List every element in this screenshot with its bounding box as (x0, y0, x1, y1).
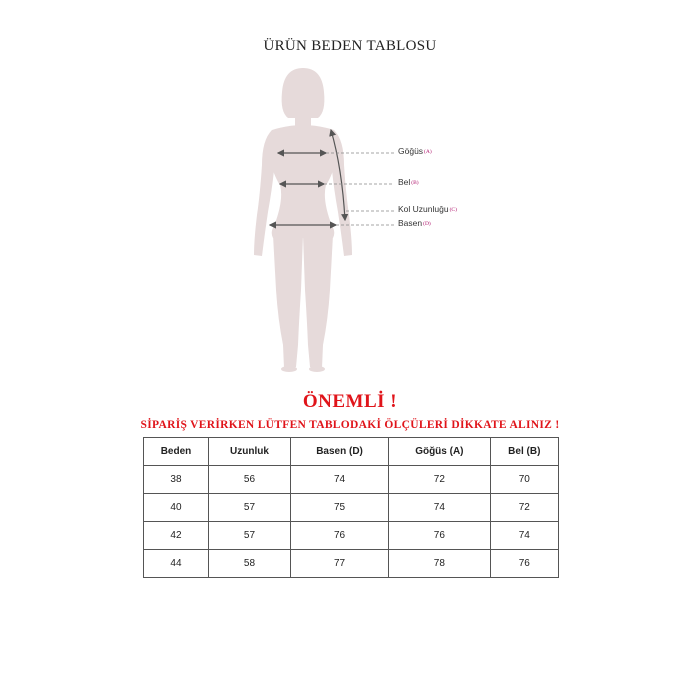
table-cell: 70 (490, 466, 558, 494)
column-header: Uzunluk (208, 438, 290, 466)
table-cell: 74 (389, 494, 490, 522)
annotation-waist (398, 177, 419, 187)
annotation-label: Kol Uzunluğu (398, 204, 449, 214)
table-cell: 42 (144, 522, 209, 550)
table-cell: 77 (291, 550, 389, 578)
table-cell: 78 (389, 550, 490, 578)
table-header-row (144, 438, 559, 466)
annotation-label: Basen (398, 218, 423, 228)
annotation-label: Bel (398, 177, 411, 187)
table-row (144, 522, 559, 550)
annotation-chest (398, 146, 432, 156)
table-cell: 76 (291, 522, 389, 550)
annotation-code: (C) (449, 207, 457, 213)
column-header: Basen (D) (291, 438, 389, 466)
table-cell: 75 (291, 494, 389, 522)
table-cell: 72 (389, 466, 490, 494)
annotation-hip (398, 218, 431, 228)
size-table (143, 437, 559, 578)
annotation-code: (D) (423, 221, 431, 227)
table-row (144, 550, 559, 578)
annotation-label: Göğüs (398, 146, 424, 156)
annotation-code: (B) (411, 180, 419, 186)
column-header: Beden (144, 438, 209, 466)
table-cell: 38 (144, 466, 209, 494)
important-heading: ÖNEMLİ ! (302, 391, 398, 412)
annotation-sleeve (398, 204, 457, 214)
table-cell: 56 (208, 466, 290, 494)
table-cell: 76 (490, 550, 558, 578)
column-header: Göğüs (A) (389, 438, 490, 466)
table-row (144, 466, 559, 494)
table-cell: 57 (208, 494, 290, 522)
table-row (144, 494, 559, 522)
table-cell: 58 (208, 550, 290, 578)
table-cell: 72 (490, 494, 558, 522)
woman-silhouette (254, 68, 352, 372)
table-cell: 74 (291, 466, 389, 494)
table-cell: 40 (144, 494, 209, 522)
table-cell: 76 (389, 522, 490, 550)
table-cell: 44 (144, 550, 209, 578)
table-cell: 74 (490, 522, 558, 550)
annotation-code: (A) (424, 149, 432, 155)
page-title: ÜRÜN BEDEN TABLOSU (263, 38, 437, 54)
order-warning: SİPARİŞ VERİRKEN LÜTFEN TABLODAKİ ÖLÇÜLERİ DİKKATE ALINIZ ! (140, 419, 560, 431)
table-cell: 57 (208, 522, 290, 550)
column-header: Bel (B) (490, 438, 558, 466)
